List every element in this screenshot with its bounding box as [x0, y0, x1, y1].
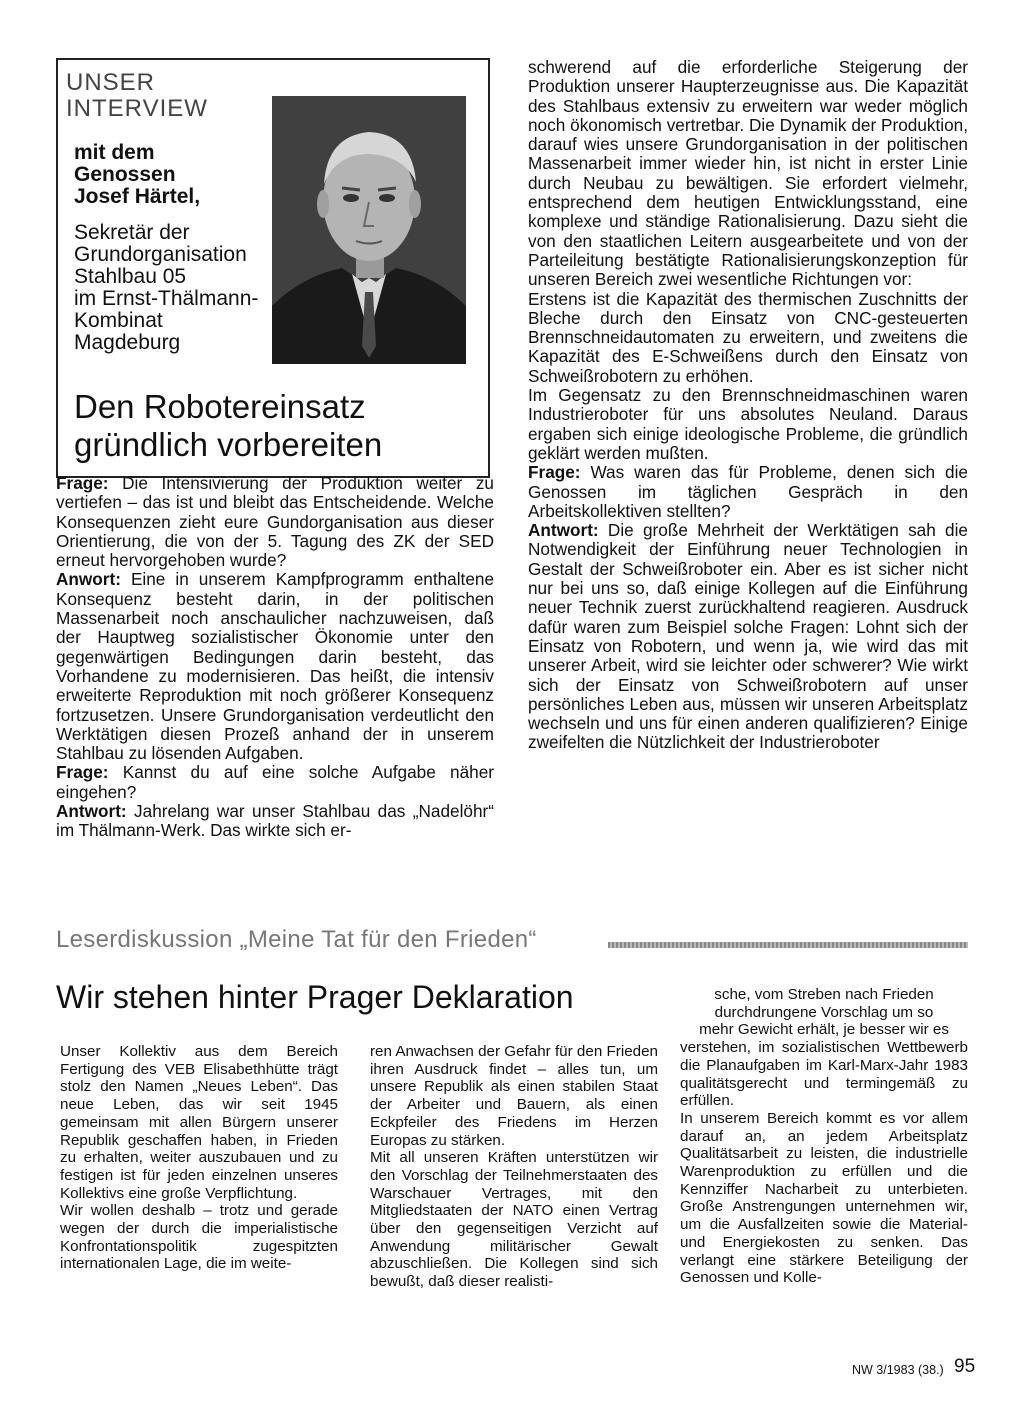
- article-column-3: [680, 986, 968, 1287]
- paragraph: Antwort: Die große Mehrheit der Werktätigen sah die Notwendigkeit der Einführung neuer Technologien in Gestalt der Schweißroboter ein. Aber es ist sicher nicht nur bei uns so, daß einige Kollegen auf die Einführung neuer Technik zuerst zurückhaltend reagieren. Ausdruck dafür waren zum Beispiel solche Fragen: Lohnt sich der Einsatz von Robotern, und wenn ja, wie wird das mit unserer Arbeit, wird sie leichter oder schwerer? Wie wirkt sich der Einsatz von Schweißrobotern auf unser persönliches Leben aus, müssen wir unseren Arbeitsplatz wechseln und uns für einen anderen qualifizieren? Einige zweifelten die Nützlichkeit der Industrieroboter: [528, 520, 968, 753]
- paragraph: Mit all unseren Kräften unterstützen wir den Vorschlag der Teilnehmerstaaten des Warschauer Vertrages, mit den Mitgliedstaaten der NATO einen Vertrag über den gegenseitigen Verzicht auf Anwendung militärischer Gewalt abzuschließen. Die Kollegen sind sich bewußt, daß dieser realisti-: [370, 1149, 658, 1291]
- interview-headline: Den Robotereinsatz gründlich vorbereiten: [74, 388, 383, 463]
- paragraph-line: durchdrungene Vorschlag um so: [714, 1003, 934, 1021]
- paragraph: Frage: Die Intensivierung der Produktion weiter zu vertiefen – das ist und bleibt das Entscheidende. Welche Konsequenzen zieht eure Gundorganisation aus dieser Orientierung, die von der 5. Tagung des ZK der SED erneut hervorgehoben wurde?: [56, 473, 494, 571]
- portrait-illustration: [272, 96, 466, 364]
- paragraph: Im Gegensatz zu den Brennschneidmaschinen waren Industrieroboter für uns absolutes Neuland. Daraus ergaben sich einige ideologische Probleme, die gründlich geklärt werden mußten.: [528, 385, 968, 463]
- paragraph: Frage: Kannst du auf eine solche Aufgabe näher eingehen?: [56, 762, 494, 802]
- paragraph: Antwort: Jahrelang war unser Stahlbau das „Nadelöhr“ im Thälmann-Werk. Das wirkte sich er-: [56, 801, 494, 841]
- paragraph-line: mehr Gewicht erhält, je besser wir es: [699, 1021, 949, 1039]
- paragraph: Unser Kollektiv aus dem Bereich Fertigung des VEB Elisabethhütte trägt stolz den Namen „Neues Leben“. Das neue Leben, das wir seit 1945 gemeinsam mit allen Bürgern unserer Republik geschaffen haben, in Frieden zu erhalten, weiter auszubauen und zu festigen ist für jeden einzelnen unseres Kollektivs eine große Verpflichtung.: [60, 1043, 338, 1202]
- rubric-divider: [608, 942, 968, 948]
- paragraph: ren Anwachsen der Gefahr für den Frieden ihren Ausdruck findet – alles tun, um unsere Republik als einen stabilen Staat der Arbeiter und Bauern, als einen Eckpfeiler des Friedens im Herzen Europas zu stärken.: [370, 1043, 658, 1149]
- article-column-1: [60, 1043, 338, 1273]
- interviewee-role: Sekretär der Grundorganisation Stahlbau 05 im Ernst-Thälmann- Kombinat Magdeburg: [74, 221, 259, 354]
- portrait-photo: [272, 96, 466, 364]
- paragraph: verstehen, im sozialistischen Wettbewerb die Planaufgaben im Karl-Marx-Jahr 1983 qualitätsgerecht und termingemäß zu erfüllen.: [680, 1039, 968, 1110]
- page-number: 95: [954, 1356, 976, 1377]
- interviewee-intro: mit dem Genossen Josef Härtel,: [74, 142, 274, 208]
- interview-column-right: [528, 58, 968, 753]
- paragraph: schwerend auf die erforderliche Steigerung der Produktion unserer Haupterzeugnisse aus. Die Kapazität des Stahlbaus extensiv zu erweitern war weder möglich noch ökonomisch vertretbar. Die Dynamik der Produktion, darauf wies unsere Grundorganisation in der politischen Massenarbeit immer wieder hin, ist nicht in erster Linie durch Neubau zu bewältigen. Sie erfordert vielmehr, entsprechend dem heutigen Entwicklungsstand, eine komplexe und ständige Rationalisierung. Dazu sieht die von den staatlichen Leitern ausgearbeitete und von der Parteileitung bestätigte Rationalisierungskonzeption für unseren Bereich zwei wesentliche Richtungen vor:: [528, 57, 968, 290]
- interview-heading: UNSER INTERVIEW: [66, 69, 208, 122]
- paragraph: Erstens ist die Kapazität des thermischen Zuschnitts der Bleche durch den Einsatz von CNC-gesteuerten Brennschneidautomaten zu erweitern, und zweitens die Kapazität des E-Schweißens durch den Einsatz von Schweißrobotern zu erhöhen.: [528, 288, 968, 386]
- paragraph: Frage: Was waren das für Probleme, denen sich die Genossen im täglichen Gespräch in den Arbeitskollektiven stellten?: [528, 462, 968, 521]
- paragraph: Anwort: Eine in unserem Kampfprogramm enthaltene Konsequenz besteht darin, in der politischen Massenarbeit noch anschaulicher nachzuweisen, daß der Hauptweg sozialistischer Ökonomie unter den gegenwärtigen Bedingungen darin besteht, das Vorhandene zu modernisieren. Das heißt, die intensiv erweiterte Reproduktion mit noch größerer Konsequenz fortzusetzen. Unsere Grundorganisation verdeutlicht den Werktätigen diesen Prozeß anhand der in unserem Stahlbau zu lösenden Aufgaben.: [56, 569, 494, 764]
- journal-issue: NW 3/1983 (38.): [852, 1363, 944, 1377]
- interviewee-name: Josef Härtel,: [74, 185, 201, 208]
- paragraph: In unserem Bereich kommt es vor allem darauf an, an jedem Arbeitsplatz Qualitätsarbeit zu leisten, die industrielle Warenproduktion zu erfüllen und die Kennziffer Nacharbeit zu unterbieten. Große Anstrengungen unternehmen wir, um die Ausfallzeiten sowie die Material- und Energiekosten zu senken. Das verlangt eine stärkere Beteiligung der Genossen und Kolle-: [680, 1109, 968, 1287]
- interview-subject: [74, 142, 274, 354]
- paragraph-line: sche, vom Streben nach Frieden: [714, 986, 934, 1003]
- article-title: Wir stehen hinter Prager Deklaration: [56, 979, 574, 1015]
- article-column-2: [370, 1043, 658, 1291]
- interview-column-left: [56, 474, 494, 841]
- rubric-heading: Leserdiskussion „Meine Tat für den Frieden“: [56, 926, 537, 953]
- paragraph: Wir wollen deshalb – trotz und gerade wegen der durch die imperialistische Konfrontationspolitik zugespitzten internationalen Lage, die im weite-: [60, 1202, 338, 1273]
